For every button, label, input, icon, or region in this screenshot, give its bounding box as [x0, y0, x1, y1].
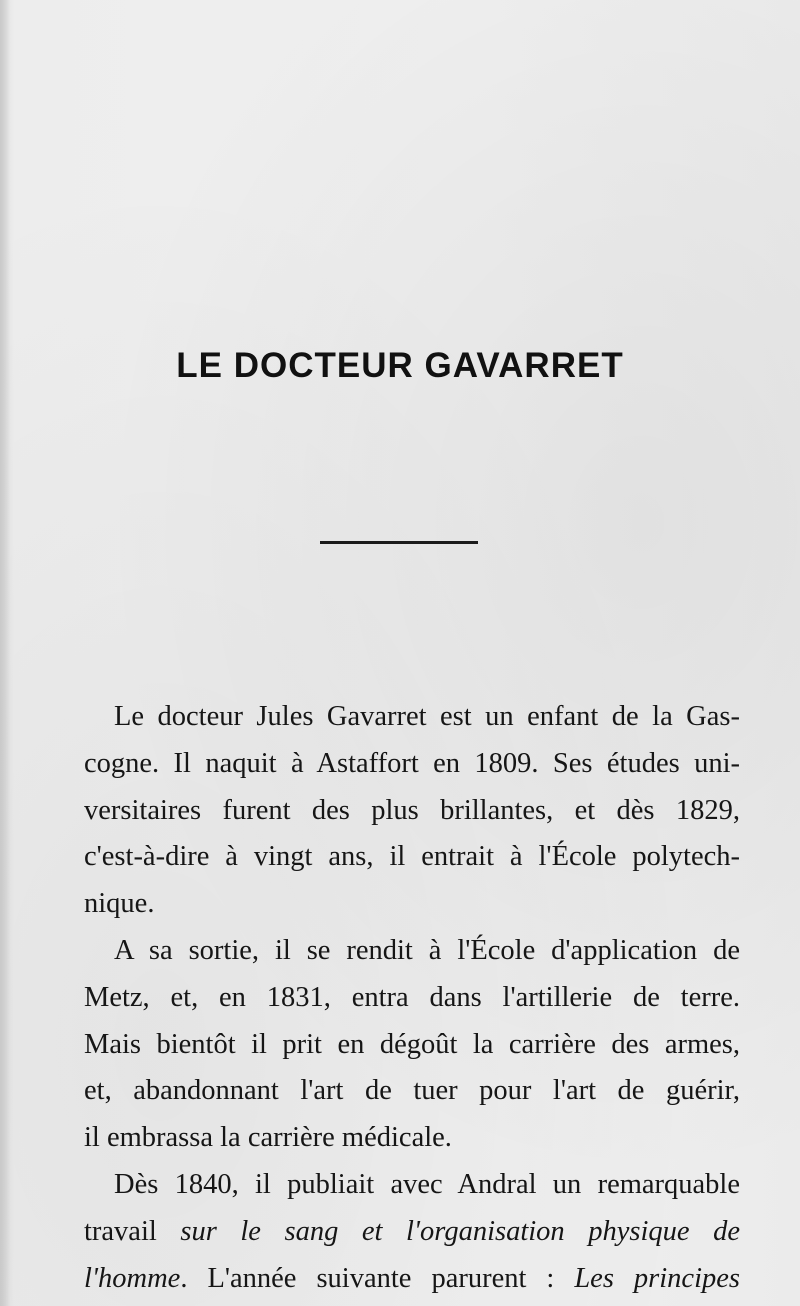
text-line: Metz, et, en 1831, entra dans l'artillerie de terre.	[84, 981, 740, 1013]
title-separator-rule	[320, 541, 478, 544]
binding-edge	[0, 0, 10, 1306]
text-line: il embrassa la carrière médicale.	[84, 1122, 452, 1154]
text-line: cogne. Il naquit à Astaffort en 1809. Ses études uni-	[84, 747, 740, 779]
text-segment: travail	[84, 1215, 157, 1247]
italic-title: Les principes	[574, 1262, 740, 1294]
text-line: nique.	[84, 888, 155, 920]
text-segment: . L'année suivante parurent :	[180, 1262, 555, 1294]
text-line	[84, 1209, 740, 1256]
text-line: Dès 1840, il publiait avec Andral un remarquable	[114, 1168, 740, 1200]
chapter-title: LE DOCTEUR GAVARRET	[176, 346, 624, 385]
text-line: et, abandonnant l'art de tuer pour l'art de guérir,	[84, 1075, 740, 1107]
text-line: c'est-à-dire à vingt ans, il entrait à l'École polytech-	[84, 841, 740, 873]
text-line: Mais bientôt il prit en dégoût la carrière des armes,	[84, 1028, 740, 1060]
body-text	[84, 694, 740, 1302]
text-line	[84, 1256, 740, 1303]
text-line: versitaires furent des plus brillantes, et dès 1829,	[84, 794, 740, 826]
text-line: A sa sortie, il se rendit à l'École d'application de	[114, 934, 740, 966]
italic-title: sur le sang et l'organisation physique de	[180, 1215, 740, 1247]
italic-title: l'homme	[84, 1262, 181, 1294]
text-line: Le docteur Jules Gavarret est un enfant de la Gas-	[114, 701, 740, 732]
